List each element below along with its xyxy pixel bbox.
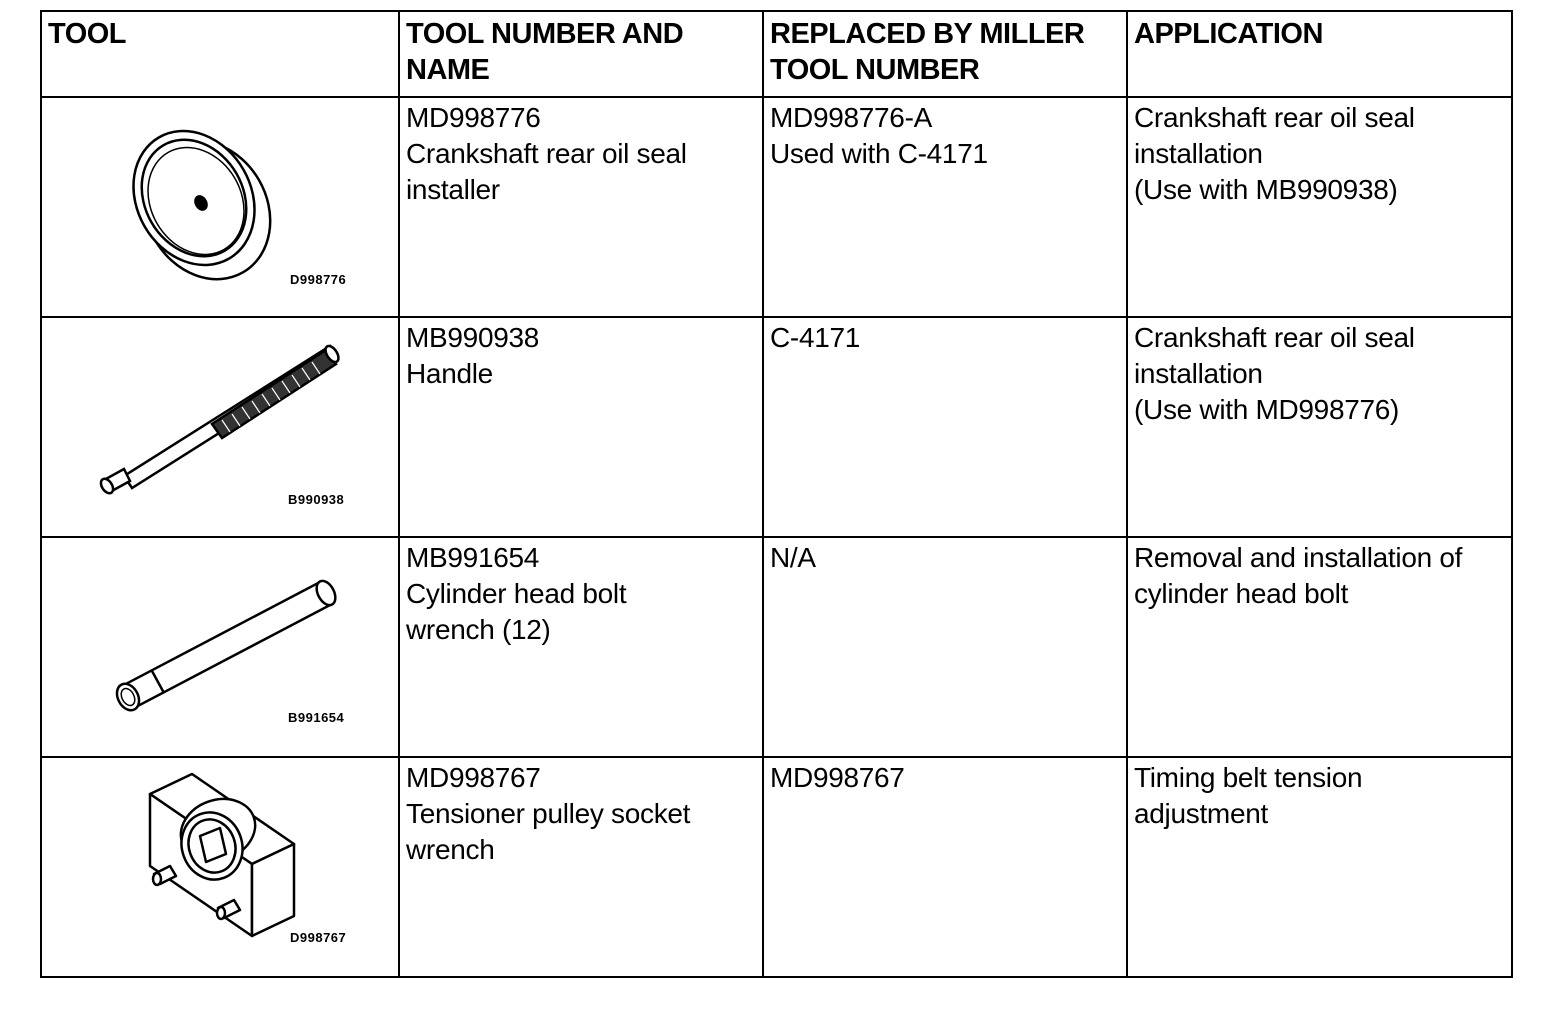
tool-name-line: Crankshaft rear oil seal (406, 138, 687, 169)
table-row (41, 757, 1512, 977)
tool-number-cell (399, 537, 763, 757)
miller-tool-note: Used with C-4171 (770, 138, 988, 169)
application-cell (1127, 97, 1512, 317)
miller-tool-number: C-4171 (770, 322, 861, 353)
header-tool-number-line1: TOOL NUMBER AND (406, 18, 684, 50)
bolt-wrench-icon (42, 538, 398, 758)
tool-number-cell (399, 757, 763, 977)
application-line: installation (1134, 138, 1263, 169)
table-row (41, 537, 1512, 757)
application-line: cylinder head bolt (1134, 578, 1349, 609)
socket-wrench-icon (42, 758, 398, 978)
tool-name-line: wrench (406, 834, 495, 865)
header-application (1127, 11, 1512, 97)
header-tool (41, 11, 399, 97)
tool-name-line: Tensioner pulley socket (406, 798, 691, 829)
miller-tool-number: N/A (770, 542, 816, 573)
application-line: Crankshaft rear oil seal (1134, 102, 1415, 133)
tool-number-cell (399, 97, 763, 317)
replaced-by-cell (763, 317, 1127, 537)
tool-code-label: B991654 (288, 710, 345, 725)
header-tool-number-line2: NAME (406, 54, 490, 86)
special-tools-table (40, 10, 1513, 978)
application-line: Removal and installation of (1134, 542, 1463, 573)
tool-image-cell (41, 317, 399, 537)
tool-code-label: B990938 (288, 492, 345, 507)
header-replaced-by (763, 11, 1127, 97)
application-line: adjustment (1134, 798, 1268, 829)
tool-number: MD998776 (406, 102, 541, 133)
tool-image-cell (41, 537, 399, 757)
table-row (41, 317, 1512, 537)
tool-name-line: Handle (406, 358, 493, 389)
tool-name-line: wrench (12) (406, 614, 551, 645)
header-row (41, 11, 1512, 97)
tool-number: MB990938 (406, 322, 540, 353)
tool-name-line: Cylinder head bolt (406, 578, 627, 609)
tool-image-cell (41, 757, 399, 977)
handle-icon (42, 318, 398, 538)
header-replaced-line1: REPLACED BY MILLER (770, 18, 1085, 50)
tool-code-label: D998767 (290, 930, 347, 945)
header-tool-label: TOOL (48, 18, 127, 50)
header-tool-number (399, 11, 763, 97)
tool-name-line: installer (406, 174, 500, 205)
tool-number: MD998767 (406, 762, 541, 793)
replaced-by-cell (763, 537, 1127, 757)
application-cell (1127, 537, 1512, 757)
application-line: (Use with MB990938) (1134, 174, 1398, 205)
tool-code-label: D998776 (290, 272, 347, 287)
tool-number-cell (399, 317, 763, 537)
application-cell (1127, 317, 1512, 537)
table-row (41, 97, 1512, 317)
application-line: Crankshaft rear oil seal (1134, 322, 1415, 353)
replaced-by-cell (763, 97, 1127, 317)
miller-tool-number: MD998776-A (770, 102, 932, 133)
application-cell (1127, 757, 1512, 977)
application-line: installation (1134, 358, 1263, 389)
tool-image-cell (41, 97, 399, 317)
application-line: (Use with MD998776) (1134, 394, 1400, 425)
application-line: Timing belt tension (1134, 762, 1363, 793)
header-replaced-line2: TOOL NUMBER (770, 54, 980, 86)
miller-tool-number: MD998767 (770, 762, 905, 793)
tool-number: MB991654 (406, 542, 540, 573)
replaced-by-cell (763, 757, 1127, 977)
header-application-label: APPLICATION (1134, 18, 1323, 50)
